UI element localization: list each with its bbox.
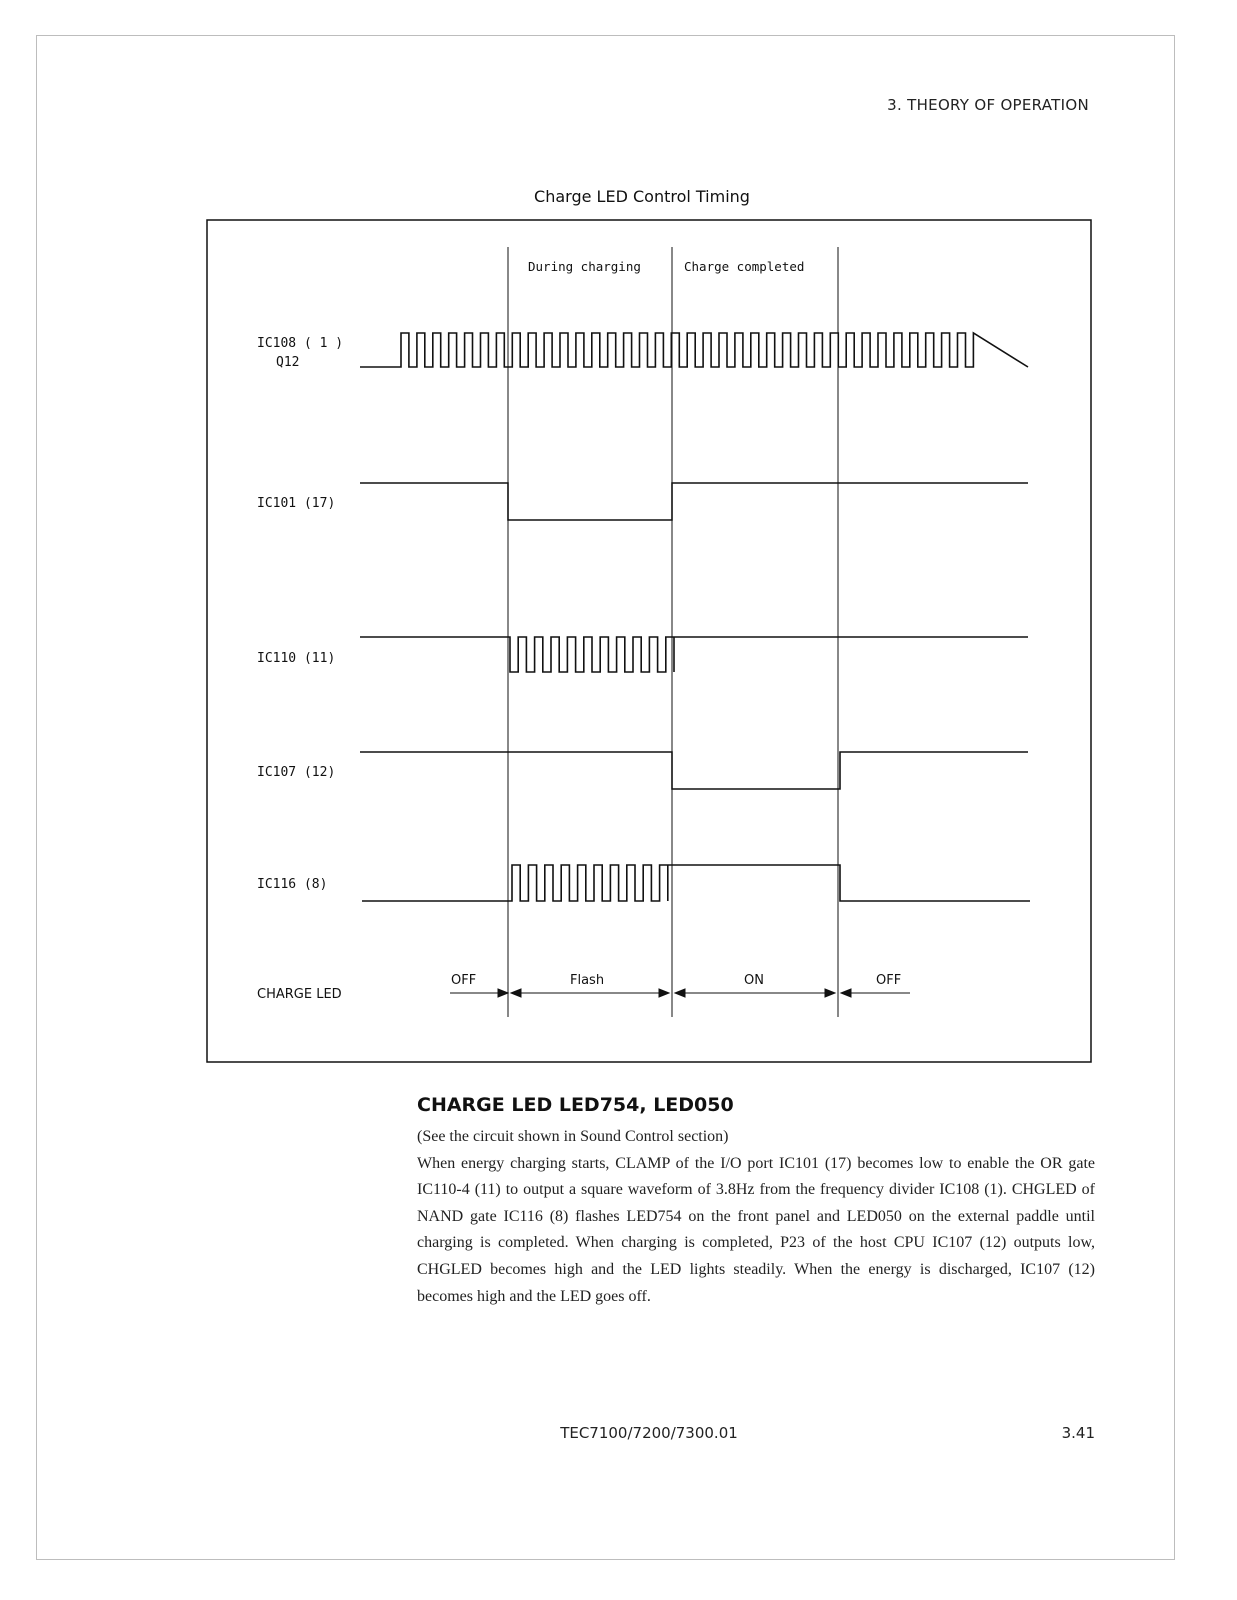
led-state-off-2: OFF xyxy=(876,973,902,988)
section-heading: CHARGE LED LED754, LED050 xyxy=(417,1094,734,1116)
waveform-ic107 xyxy=(360,752,1028,789)
phase-during-charging: During charging xyxy=(528,259,641,274)
phase-charge-completed: Charge completed xyxy=(684,259,805,274)
signal-label-ic107: IC107 (12) xyxy=(257,765,336,780)
figure-title: Charge LED Control Timing xyxy=(534,187,750,206)
section-header: 3. THEORY OF OPERATION xyxy=(887,96,1089,114)
body-paragraph: When energy charging starts, CLAMP of the I/O port IC101 (17) becomes low to enable the OR gate IC110-4 (11) to output a square waveform of 3.8Hz from the frequency divider IC108 (1). CHGLED of NAND gate IC116 (8) flashes LED754 on the front panel and LED050 on the external paddle until charging is completed. When charging is completed, P23 of the host CPU IC107 (12) outputs low, CHGLED becomes high and the LED lights steadily. When the energy is discharged, IC107 (12) becomes high and the LED goes off. xyxy=(417,1154,1095,1305)
led-state-on: ON xyxy=(744,973,764,988)
body-text xyxy=(417,1124,1095,1310)
signal-label-charge-led: CHARGE LED xyxy=(257,987,342,1002)
led-state-off-1: OFF xyxy=(451,973,477,988)
waveform-ic101 xyxy=(360,483,1028,520)
footer-doc-number: TEC7100/7200/7300.01 xyxy=(560,1424,738,1442)
waveform-ic110 xyxy=(360,637,1028,672)
signal-label-ic108: IC108 ( 1 ) xyxy=(257,336,344,351)
signal-label-ic101: IC101 (17) xyxy=(257,496,336,511)
signal-label-ic116: IC116 (8) xyxy=(257,877,328,892)
led-state-flash: Flash xyxy=(570,973,605,988)
footer-page-number: 3.41 xyxy=(1061,1424,1095,1442)
signal-label-q12: Q12 xyxy=(276,355,300,370)
waveform-ic108 xyxy=(360,333,1028,367)
waveform-ic116 xyxy=(362,865,1030,901)
led-state-arrows xyxy=(450,989,910,997)
body-note: (See the circuit shown in Sound Control section) xyxy=(417,1128,729,1145)
signal-label-ic110: IC110 (11) xyxy=(257,651,336,666)
